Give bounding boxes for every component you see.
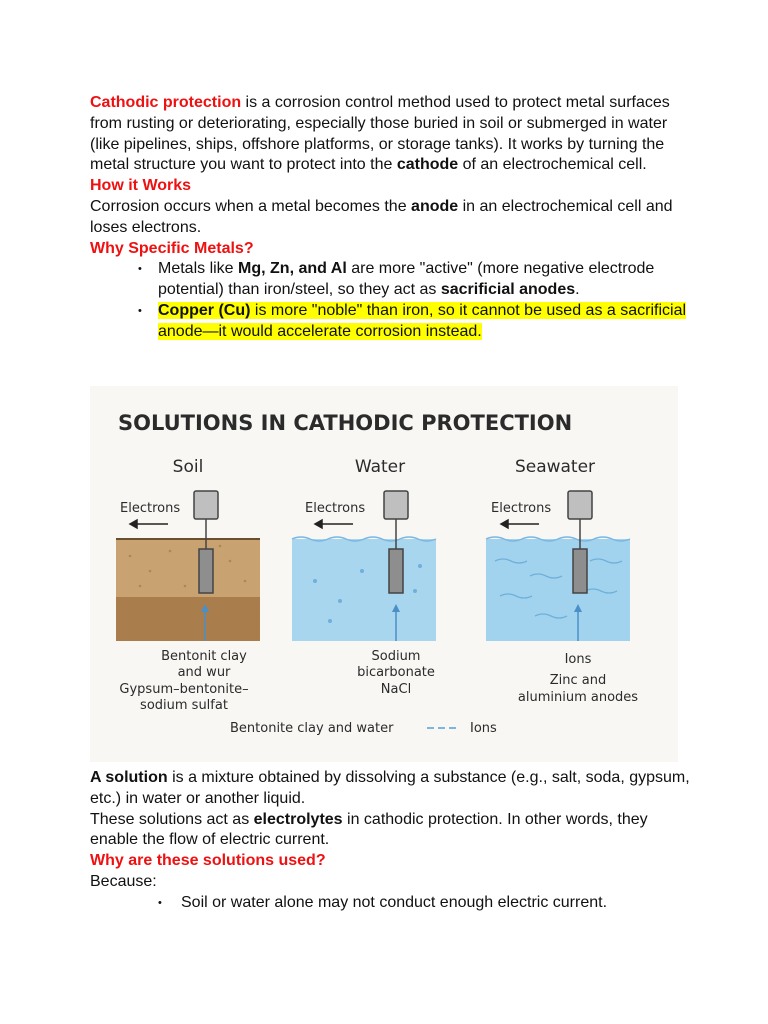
solution-bold: A solution [90, 769, 168, 786]
anode-water [389, 549, 403, 593]
panel-title-water: Water [354, 457, 406, 477]
bullet1-text: Metals like [158, 260, 239, 278]
intro-bold: cathode [396, 156, 459, 174]
bullet1-bold2: sacrificial anodes [440, 281, 576, 299]
heading-how-it-works: How it Works [90, 177, 192, 195]
electrons-label-water: Electrons [305, 501, 366, 516]
seawater-body [486, 539, 630, 641]
soil-top-layer [116, 539, 260, 597]
terminal-water [384, 491, 408, 519]
bullet1-bold: Mg, Zn, and Al [238, 260, 347, 278]
intro-term: Cathodic protection [90, 94, 242, 111]
terminal-soil [194, 491, 218, 519]
list-item [67, 301, 690, 343]
bullet1-mid: are more "active" (more negative electrode potential) than iron/steel, so they act as [158, 260, 655, 299]
intro-text: is a corrosion control method used to protect metal surfaces from rusting or deteriorating, especially those buried in soil or submerged in water (like pipelines, ships, offshore platforms, or storage tanks). It works by turning the metal structure you want to protect into the [90, 94, 670, 174]
bullet2-bold: Copper (Cu) [158, 301, 251, 319]
anode-soil [199, 549, 213, 593]
bullet-text: Soil or water alone may not conduct enough electric current. [181, 893, 608, 911]
legend-item-2: Ions [470, 721, 497, 736]
panel-title-seawater: Seawater [514, 457, 596, 477]
list-item [67, 259, 690, 301]
electron-arrows [130, 520, 539, 528]
how-bold: anode [411, 197, 459, 215]
cathodic-protection-figure [90, 386, 678, 762]
terminal-seawater [568, 491, 592, 519]
document-body [90, 93, 690, 343]
list-item [158, 893, 690, 914]
bullet-icon: • [158, 896, 162, 909]
caption-water-3: NaCl [380, 682, 412, 697]
bullet-icon: • [138, 304, 142, 317]
caption-soil-3: Gypsum–bentonite– [119, 682, 249, 697]
legend-item-1: Bentonite clay and water [230, 721, 394, 736]
how-text: Corrosion occurs when a metal becomes the [90, 197, 412, 215]
bullet-icon: • [138, 263, 142, 276]
electrons-label-soil: Electrons [120, 501, 181, 516]
caption-soil-1: Bentonit clay [161, 649, 247, 664]
electrolytes-paragraph [90, 810, 690, 852]
how-it-works-paragraph [90, 197, 690, 239]
heading-why-solutions: Why are these solutions used? [90, 852, 326, 870]
caption-seawater-2: Zinc and [549, 673, 607, 688]
electrolytes-bold: electrolytes [253, 810, 343, 828]
electrolytes-text: These solutions act as [90, 810, 254, 828]
highlighted-text [158, 302, 686, 340]
intro-paragraph [90, 93, 690, 176]
how-text-end: in an electrochemical cell and loses electrons. [90, 197, 673, 236]
caption-soil-4: sodium sulfat [140, 698, 228, 713]
caption-water-2: bicarbonate [357, 665, 435, 680]
caption-seawater-3: aluminium anodes [517, 690, 639, 705]
heading-why-metals: Why Specific Metals? [90, 239, 254, 257]
because-text: Because: [90, 872, 157, 890]
solution-text: is a mixture obtained by dissolving a substance (e.g., salt, soda, gypsum, etc.) in water or another liquid. [90, 769, 690, 807]
anode-seawater [573, 549, 587, 593]
figure-title: SOLUTIONS IN CATHODIC PROTECTION [118, 411, 573, 435]
bullet2-text: is more "noble" than iron, so it cannot be used as a sacrificial anode—it would accelerate corrosion instead. [158, 301, 687, 340]
document-body-lower [90, 768, 690, 914]
panel-title-soil: Soil [172, 457, 204, 477]
intro-text-end: of an electrochemical cell. [458, 156, 647, 174]
solution-paragraph [90, 768, 690, 810]
soil-bottom-layer [116, 597, 260, 641]
caption-seawater-1: Ions [564, 652, 592, 667]
bullet1-end: . [575, 281, 580, 299]
electrons-label-seawater: Electrons [491, 501, 552, 516]
electrolytes-text-end: in cathodic protection. In other words, they enable the flow of electric current. [90, 810, 648, 849]
caption-water-1: Sodium [371, 649, 421, 664]
caption-soil-2: and wur [177, 665, 231, 680]
